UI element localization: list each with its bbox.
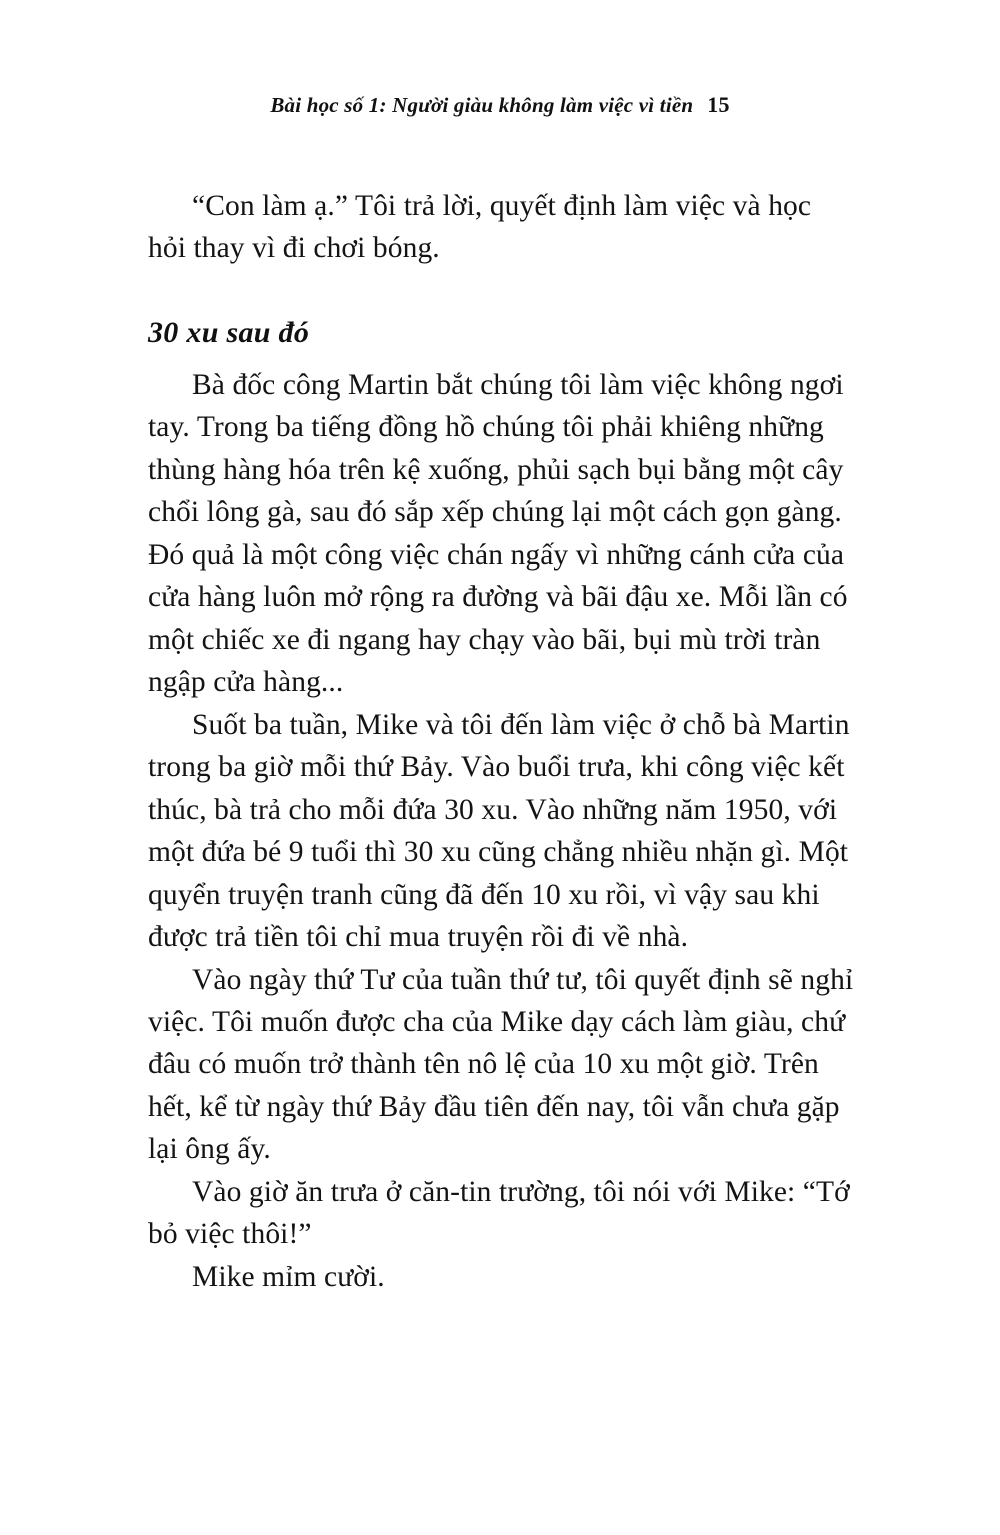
paragraph-2: Bà đốc công Martin bắt chúng tôi làm việc không ngơi tay. Trong ba tiếng đồng hồ chúng tôi phải khiêng những thùng hàng hóa trên kệ xuống, phủi sạch bụi bằng một cây chổi lông gà, sau đó sắp xếp chúng lại một cách gọn gàng. Đó quả là một công việc chán ngấy vì những cánh cửa của cửa hàng luôn mở rộng ra đường và bãi đậu xe. Mỗi lần có một chiếc xe đi ngang hay chạy vào bãi, bụi mù trời tràn ngập cửa hàng... xyxy=(148,368,848,699)
paragraph-1: “Con làm ạ.” Tôi trả lời, quyết định làm việc và học hỏi thay vì đi chơi bóng. xyxy=(148,190,812,265)
running-title: Bài học số 1: Người giàu không làm việc vì tiền xyxy=(270,93,694,117)
page-header xyxy=(0,92,1000,118)
paragraph-4: Vào ngày thứ Tư của tuần thứ tư, tôi quyết định sẽ nghỉ việc. Tôi muốn được cha của Mike dạy cách làm giàu, chứ đâu có muốn trở thành tên nô lệ của 10 xu một giờ. Trên hết, kể từ ngày thứ Bảy đầu tiên đến nay, tôi vẫn chưa gặp lại ông ấy. xyxy=(148,963,854,1166)
paragraph-3: Suốt ba tuần, Mike và tôi đến làm việc ở chỗ bà Martin trong ba giờ mỗi thứ Bảy. Vào buổi trưa, khi công việc kết thúc, bà trả cho mỗi đứa 30 xu. Vào những năm 1950, với một đứa bé 9 tuổi thì 30 xu cũng chẳng nhiều nhặn gì. Một quyển truyện tranh cũng đã đến 10 xu rồi, vì vậy sau khi được trả tiền tôi chỉ mua truyện rồi đi về nhà. xyxy=(148,708,850,954)
section-subheading: 30 xu sau đó xyxy=(148,315,310,349)
page-content xyxy=(148,185,854,1298)
paragraph-5: Vào giờ ăn trưa ở căn-tin trường, tôi nói với Mike: “Tớ bỏ việc thôi!” xyxy=(148,1175,850,1251)
paragraph-6: Mike mỉm cười. xyxy=(192,1260,385,1293)
page-number: 15 xyxy=(707,92,730,117)
